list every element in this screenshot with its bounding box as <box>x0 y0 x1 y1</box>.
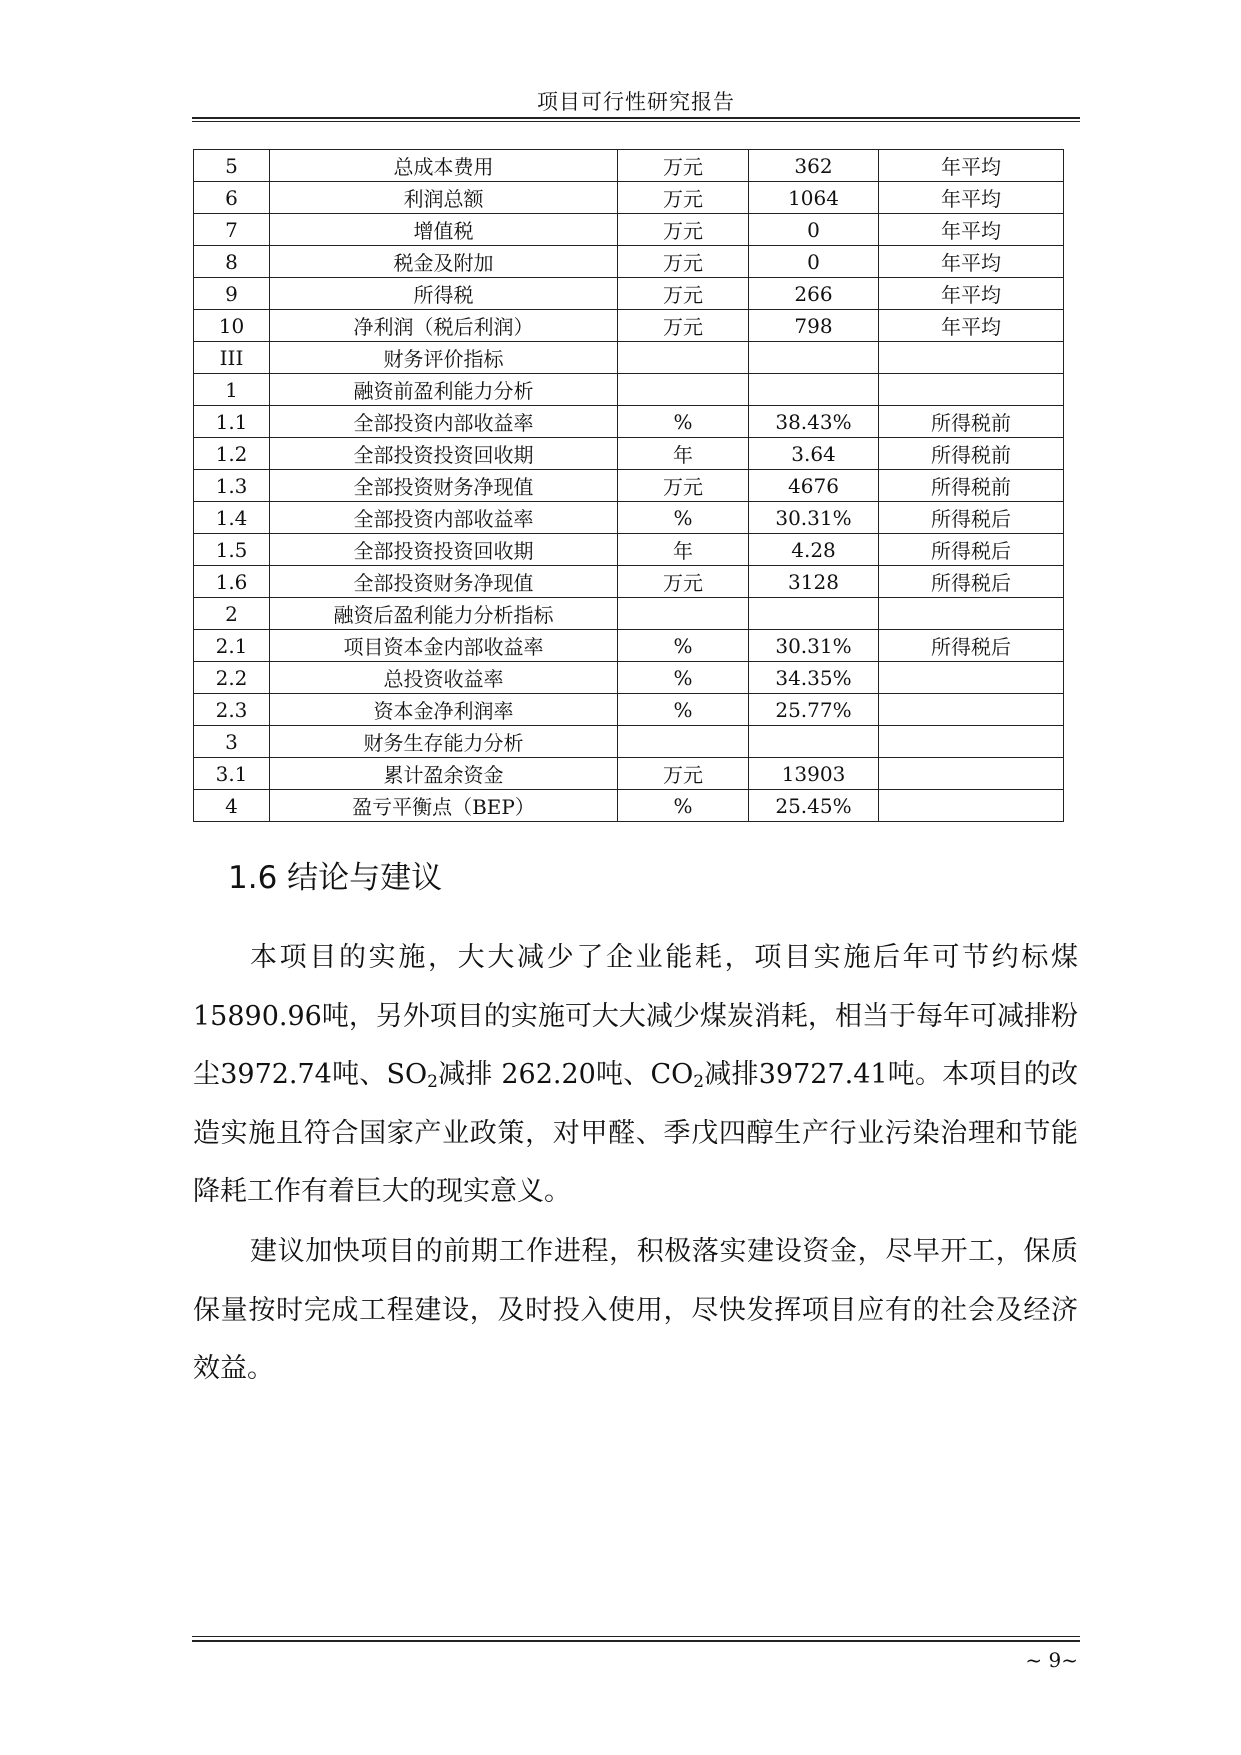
table-cell: 年平均 <box>879 182 1064 214</box>
table-cell: 所得税后 <box>879 502 1064 534</box>
table-cell: 融资后盈利能力分析指标 <box>270 598 618 630</box>
section-heading: 1.6 结论与建议 <box>228 860 443 896</box>
table-cell: 38.43% <box>749 406 879 438</box>
table-cell <box>879 726 1064 758</box>
table-cell: 万元 <box>618 470 749 502</box>
table-row <box>194 310 1064 342</box>
table-cell: 2.2 <box>194 662 270 694</box>
table-cell: 4676 <box>749 470 879 502</box>
table-row <box>194 406 1064 438</box>
table-cell: 3.1 <box>194 758 270 790</box>
table-cell: 净利润（税后利润） <box>270 310 618 342</box>
table-cell: 4.28 <box>749 534 879 566</box>
table-cell: 362 <box>749 150 879 182</box>
table-row <box>194 374 1064 406</box>
table-cell: 5 <box>194 150 270 182</box>
header-rule-thin <box>192 121 1080 122</box>
table-cell: 全部投资内部收益率 <box>270 406 618 438</box>
table-cell: 13903 <box>749 758 879 790</box>
table-cell: 所得税后 <box>879 630 1064 662</box>
table-cell: % <box>618 662 749 694</box>
table-cell: 25.77% <box>749 694 879 726</box>
table-cell: 利润总额 <box>270 182 618 214</box>
table-cell: 全部投资财务净现值 <box>270 566 618 598</box>
table-cell <box>879 374 1064 406</box>
table-cell: 所得税前 <box>879 406 1064 438</box>
table-cell <box>879 342 1064 374</box>
table-row <box>194 726 1064 758</box>
paragraph-text: 减排 262.20吨、CO <box>437 1059 694 1090</box>
table-cell: 0 <box>749 246 879 278</box>
table-cell: 2.1 <box>194 630 270 662</box>
table-cell: 增值税 <box>270 214 618 246</box>
table-body <box>194 150 1064 822</box>
table-cell <box>749 598 879 630</box>
paragraph-text: 本项目的实施，大大减少了企业能耗，项目实施后年可节约标煤15890.96吨，另外项目的实施可大大减少煤炭消耗，相当于每年可减排粉尘3972.74吨、SO <box>193 942 1078 1090</box>
table-cell: % <box>618 502 749 534</box>
table-cell: 万元 <box>618 182 749 214</box>
table-cell <box>749 374 879 406</box>
table-cell: 税金及附加 <box>270 246 618 278</box>
table-cell: 1.6 <box>194 566 270 598</box>
table-row <box>194 150 1064 182</box>
conclusion-paragraph <box>193 929 1078 1222</box>
table-cell <box>879 662 1064 694</box>
table-cell: 融资前盈利能力分析 <box>270 374 618 406</box>
table-cell: III <box>194 342 270 374</box>
table-cell: 所得税前 <box>879 470 1064 502</box>
table-cell: 1.1 <box>194 406 270 438</box>
table-row <box>194 598 1064 630</box>
table-cell: 0 <box>749 214 879 246</box>
table-cell: % <box>618 630 749 662</box>
suggestion-paragraph: 建议加快项目的前期工作进程，积极落实建设资金，尽早开工，保质保量按时完成工程建设，及时投入使用，尽快发挥项目应有的社会及经济效益。 <box>193 1236 1078 1384</box>
table-cell: 4 <box>194 790 270 822</box>
table-cell: 万元 <box>618 310 749 342</box>
table-row <box>194 438 1064 470</box>
table-cell: 年平均 <box>879 214 1064 246</box>
table-cell <box>879 694 1064 726</box>
table-row <box>194 534 1064 566</box>
table-cell: 年 <box>618 534 749 566</box>
table-cell: 1064 <box>749 182 879 214</box>
table-cell <box>879 758 1064 790</box>
table-cell: 所得税后 <box>879 566 1064 598</box>
table-cell: 年平均 <box>879 278 1064 310</box>
table-cell: 所得税 <box>270 278 618 310</box>
table-cell: 万元 <box>618 278 749 310</box>
table-cell: 项目资本金内部收益率 <box>270 630 618 662</box>
table-cell: % <box>618 790 749 822</box>
table-cell: 1.2 <box>194 438 270 470</box>
table-cell: 所得税后 <box>879 534 1064 566</box>
table-cell: 万元 <box>618 150 749 182</box>
table-cell: 总投资收益率 <box>270 662 618 694</box>
table-cell: 万元 <box>618 566 749 598</box>
table-row <box>194 662 1064 694</box>
table-cell: 6 <box>194 182 270 214</box>
table-cell: 10 <box>194 310 270 342</box>
table-row <box>194 342 1064 374</box>
table-cell: 7 <box>194 214 270 246</box>
table-cell <box>618 342 749 374</box>
table-cell: 累计盈余资金 <box>270 758 618 790</box>
table-cell: 1.5 <box>194 534 270 566</box>
table-cell: 财务生存能力分析 <box>270 726 618 758</box>
table-cell: 资本金净利润率 <box>270 694 618 726</box>
table-cell: 8 <box>194 246 270 278</box>
subscript-2: 2 <box>427 1072 438 1092</box>
table-row <box>194 566 1064 598</box>
footer-rule-thin <box>192 1636 1080 1637</box>
table-cell: 年平均 <box>879 150 1064 182</box>
table-cell: 30.31% <box>749 502 879 534</box>
table-row <box>194 246 1064 278</box>
table-cell: 25.45% <box>749 790 879 822</box>
table-cell: 3.64 <box>749 438 879 470</box>
table-cell: 总成本费用 <box>270 150 618 182</box>
table-row <box>194 694 1064 726</box>
subscript-2: 2 <box>693 1072 705 1092</box>
table-cell: % <box>618 694 749 726</box>
table-row <box>194 182 1064 214</box>
table-cell: 财务评价指标 <box>270 342 618 374</box>
table-cell: 30.31% <box>749 630 879 662</box>
table-cell <box>879 790 1064 822</box>
table-row <box>194 758 1064 790</box>
table-cell: 全部投资投资回收期 <box>270 438 618 470</box>
table-cell: 万元 <box>618 246 749 278</box>
table-cell: 3 <box>194 726 270 758</box>
table-cell: 798 <box>749 310 879 342</box>
table-cell: 年 <box>618 438 749 470</box>
table-cell <box>879 598 1064 630</box>
table-row <box>194 502 1064 534</box>
table-row <box>194 630 1064 662</box>
table-cell <box>618 598 749 630</box>
table-cell: 34.35% <box>749 662 879 694</box>
table-cell: 年平均 <box>879 246 1064 278</box>
table-row <box>194 214 1064 246</box>
table-cell <box>749 726 879 758</box>
page-header-title: 项目可行性研究报告 <box>537 90 735 114</box>
table-cell <box>618 726 749 758</box>
table-cell: 1.3 <box>194 470 270 502</box>
table-cell: 9 <box>194 278 270 310</box>
table-cell: 266 <box>749 278 879 310</box>
table-cell: 全部投资投资回收期 <box>270 534 618 566</box>
table-cell: 2.3 <box>194 694 270 726</box>
paragraph-text: 减排39727.41吨。本项目的改造实施且符合国家产业政策，对甲醛、季戊四醇生产行业污染治理和节能降耗工作有着巨大的现实意义。 <box>193 1059 1078 1207</box>
financial-metrics-table <box>193 149 1064 822</box>
table-cell <box>749 342 879 374</box>
table-row <box>194 278 1064 310</box>
table-cell: 1.4 <box>194 502 270 534</box>
table-cell: 2 <box>194 598 270 630</box>
table-cell: 1 <box>194 374 270 406</box>
table-row <box>194 790 1064 822</box>
table-cell <box>618 374 749 406</box>
header-rule <box>192 117 1080 119</box>
table-row <box>194 470 1064 502</box>
table-cell: 所得税前 <box>879 438 1064 470</box>
table-cell: 万元 <box>618 758 749 790</box>
table-cell: % <box>618 406 749 438</box>
table-cell: 年平均 <box>879 310 1064 342</box>
footer-rule <box>192 1640 1080 1642</box>
table-cell: 3128 <box>749 566 879 598</box>
table-cell: 万元 <box>618 214 749 246</box>
table-cell: 全部投资财务净现值 <box>270 470 618 502</box>
table-cell: 全部投资内部收益率 <box>270 502 618 534</box>
table-cell: 盈亏平衡点（BEP） <box>270 790 618 822</box>
page-number: ~ 9~ <box>1025 1648 1078 1672</box>
